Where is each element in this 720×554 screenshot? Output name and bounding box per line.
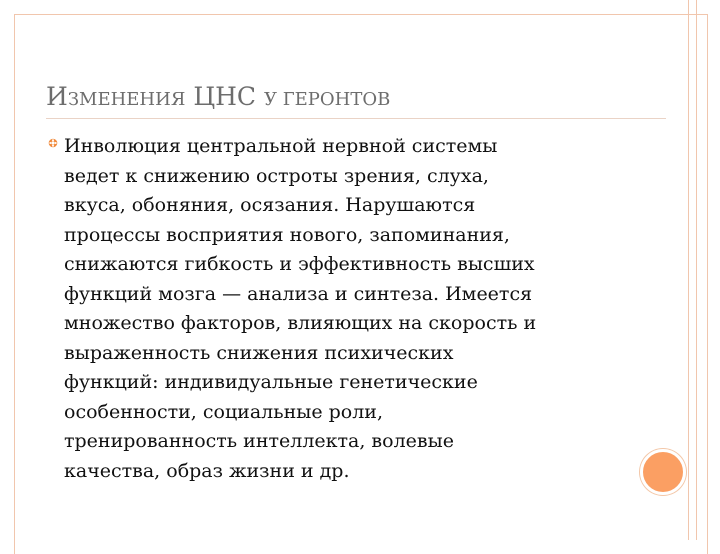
body-line: множество факторов, влияющих на скорость и xyxy=(64,312,537,334)
decorative-circle xyxy=(640,449,686,495)
body-line: функций: индивидуальные генетические xyxy=(64,371,478,393)
body-line: качества, образ жизни и др. xyxy=(64,459,350,482)
frame-line xyxy=(688,0,689,540)
slide-title: ИЗМЕНЕНИЯ ЦНС У ГЕРОНТОВ xyxy=(46,82,391,111)
body-line: функций мозга — анализа и синтеза. Имеется xyxy=(64,282,533,305)
body-line: вкуса, обоняния, осязания. Нарушаются xyxy=(64,194,476,216)
body-line: тренированность интеллекта, волевые xyxy=(64,430,454,452)
body-line: снижаются гибкость и эффективность высших xyxy=(64,253,535,275)
body-line: Инволюция центральной нервной системы xyxy=(64,135,498,157)
flower-bullet-icon xyxy=(48,138,58,148)
body-line: особенности, социальные роли, xyxy=(64,400,384,423)
frame-line xyxy=(696,0,697,540)
body-line: выраженность снижения психических xyxy=(64,341,454,364)
body-line: процессы восприятия нового, запоминания, xyxy=(64,223,510,246)
body-line: ведет к снижению остроты зрения, слуха, xyxy=(64,164,489,187)
title-divider xyxy=(46,118,666,119)
body-paragraph xyxy=(64,132,624,486)
